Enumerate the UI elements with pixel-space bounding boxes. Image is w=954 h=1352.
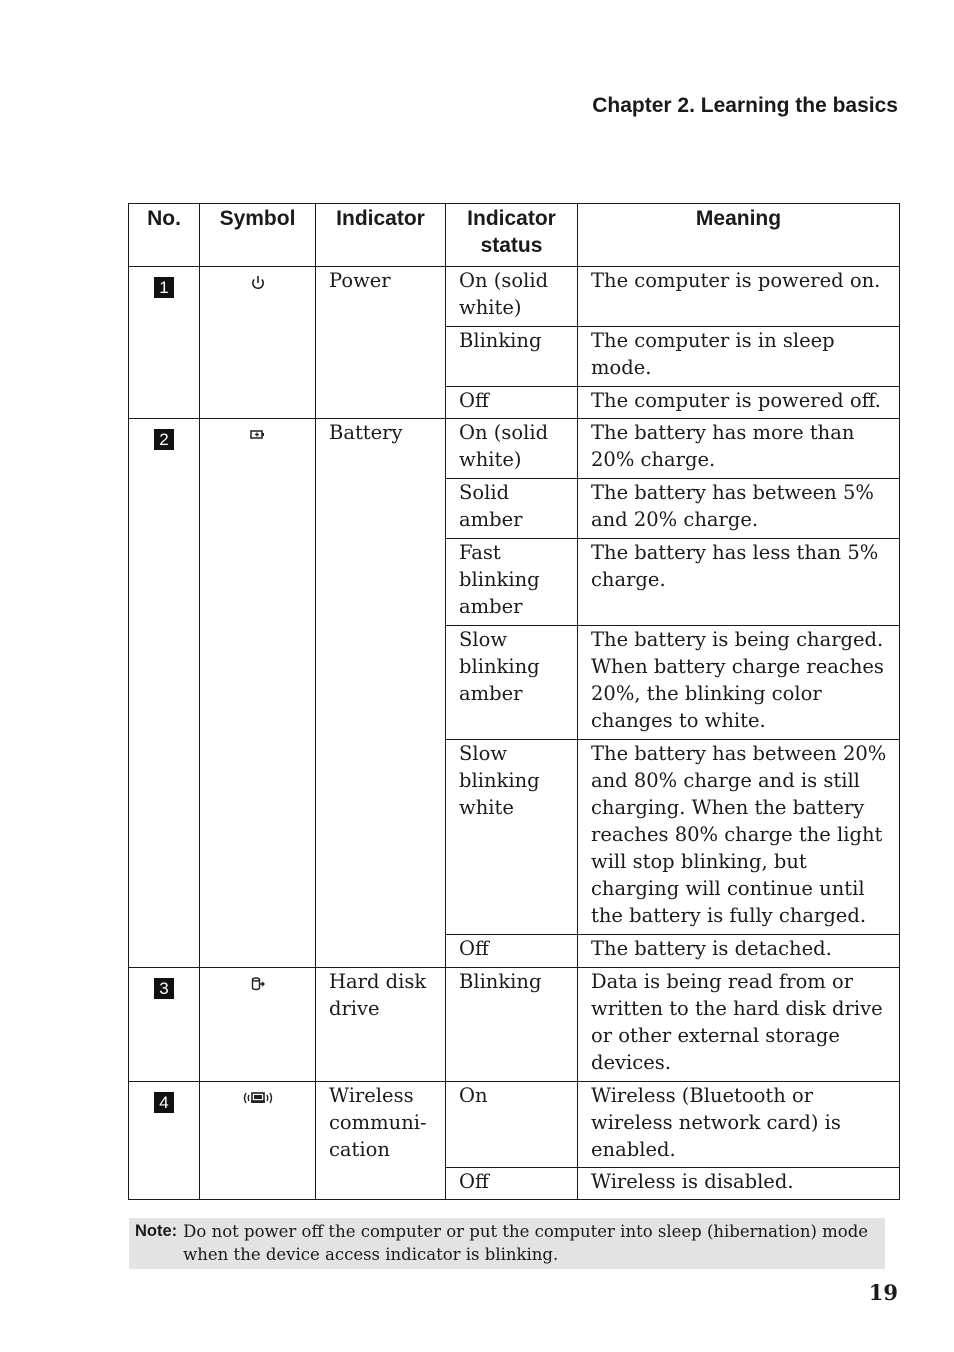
power-icon (246, 273, 270, 293)
status-cell: On (solid white) (446, 419, 578, 479)
chapter-title: Chapter 2. Learning the basics (592, 94, 898, 117)
row-number-cell (129, 267, 200, 419)
wireless-icon (240, 1088, 276, 1108)
table-row (129, 968, 900, 1082)
indicator-table (128, 203, 900, 1200)
status-cell: Blinking (446, 968, 578, 1082)
meaning-cell: The computer is in sleep mode. (578, 327, 900, 387)
note-label: Note: (135, 1222, 178, 1240)
column-header-indicator: Indicator (316, 204, 446, 267)
meaning-cell: The computer is powered on. (578, 267, 900, 327)
number-badge: 3 (154, 978, 174, 999)
meaning-cell: The battery is being charged. When battery charge reaches 20%, the blinking color changes to white. (578, 626, 900, 740)
column-header-meaning: Meaning (578, 204, 900, 267)
meaning-cell: The battery is detached. (578, 935, 900, 968)
status-cell: Slow blinking white (446, 740, 578, 935)
status-cell: Slow blinking amber (446, 626, 578, 740)
note-box (129, 1218, 885, 1269)
symbol-cell (200, 968, 316, 1082)
page-number: 19 (868, 1280, 898, 1305)
status-cell: Blinking (446, 327, 578, 387)
note-text: Do not power off the computer or put the computer into sleep (hibernation) mode when the device access indicator is blinking. (183, 1222, 869, 1264)
meaning-cell: The battery has between 5% and 20% charge. (578, 479, 900, 539)
symbol-cell (200, 419, 316, 968)
table-row (129, 419, 900, 479)
status-cell: On (446, 1082, 578, 1168)
number-badge: 2 (154, 429, 174, 450)
indicator-name: Wireless communi-cation (316, 1082, 446, 1200)
meaning-cell: Wireless is disabled. (578, 1168, 900, 1200)
row-number-cell (129, 1082, 200, 1200)
row-number-cell (129, 968, 200, 1082)
status-cell: Fast blinking amber (446, 539, 578, 626)
meaning-cell: Data is being read from or written to the hard disk drive or other external storage devices. (578, 968, 900, 1082)
number-badge: 1 (154, 277, 174, 298)
indicator-name: Hard disk drive (316, 968, 446, 1082)
meaning-cell: Wireless (Bluetooth or wireless network card) is enabled. (578, 1082, 900, 1168)
number-badge: 4 (154, 1092, 174, 1113)
status-cell: Solid amber (446, 479, 578, 539)
battery-icon (246, 425, 270, 445)
table-row (129, 1082, 900, 1168)
column-header-symbol: Symbol (200, 204, 316, 267)
meaning-cell: The battery has less than 5% charge. (578, 539, 900, 626)
hard-disk-icon (246, 974, 270, 994)
column-header-status: Indicator status (446, 204, 578, 267)
symbol-cell (200, 267, 316, 419)
meaning-cell: The battery has between 20% and 80% charge and is still charging. When the battery reaches 80% charge the light will stop blinking, but charging will continue until the battery is fully charged. (578, 740, 900, 935)
meaning-cell: The computer is powered off. (578, 387, 900, 419)
indicator-name: Battery (316, 419, 446, 968)
indicator-name: Power (316, 267, 446, 419)
table-header-row (129, 204, 900, 267)
status-cell: Off (446, 387, 578, 419)
status-cell: Off (446, 935, 578, 968)
symbol-cell (200, 1082, 316, 1200)
meaning-cell: The battery has more than 20% charge. (578, 419, 900, 479)
status-cell: On (solid white) (446, 267, 578, 327)
status-cell: Off (446, 1168, 578, 1200)
table-row (129, 267, 900, 327)
column-header-no: No. (129, 204, 200, 267)
row-number-cell (129, 419, 200, 968)
